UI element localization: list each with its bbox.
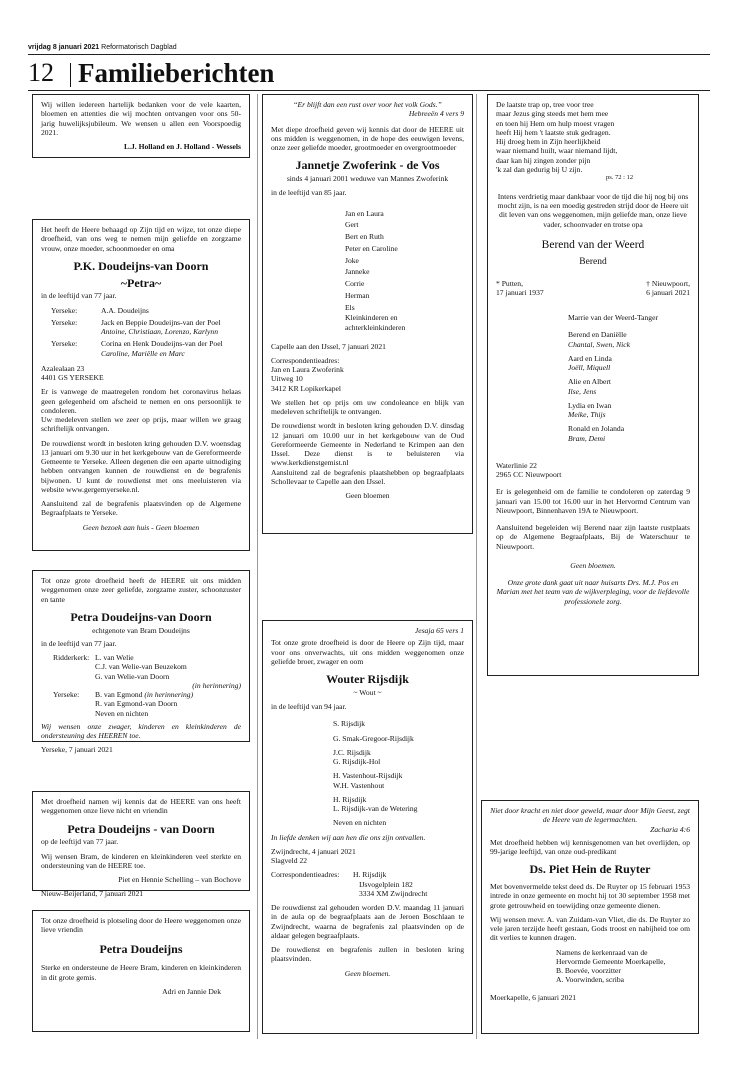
ad2-nickname: ~Petra~: [120, 275, 162, 290]
ad7-family: S. Rijsdijk G. Smak-Gregoor-Rijsdijk J.C. Rijsdijk G. Rijsdijk-Hol H. Vastenhout-Rijsdijk W.H. Vastenhout H. Rijsdijk L. Rijsdijk-van de Wetering Neven en nichten: [333, 719, 418, 828]
header-dateline: [28, 44, 177, 53]
ad3-place: Yerseke, 7 januari 2021: [41, 745, 113, 755]
ad3-closing: Wij wensen onze zwager, kinderen en kleinkinderen de ondersteuning des HEEREN toe.: [41, 721, 241, 741]
ad3-yerseke: Yerseke: B. van Egmond (in herinnering) R. van Egmond-van Doorn Neven en nichten: [53, 690, 194, 718]
ad7-nickname: ~ Wout ~: [353, 687, 382, 697]
ad8-family: Marrie van der Weerd-Tanger Berend en Daniëlle Chantal, Swen, Nick Aard en Linda Joëll, Miquell Alie en Albert Ilse, Jens Lydia en Iwan Meike, Thijs Ronald en Jolanda Bram, Demi: [568, 313, 659, 443]
ad2-footer: Geen bezoek aan huis - Geen bloemen: [82, 522, 200, 532]
page-number: 12: [28, 58, 54, 87]
ad7-memory: In liefde denken wij aan hen die ons zijn ontvallen.: [271, 832, 426, 842]
ad6-para3: Aansluitend zal de begrafenis plaatshebben op begraafplaats Schollevaar te Capelle aan den IJssel.: [271, 467, 464, 486]
ad9-para1: Met bovenvermelde tekst deed ds. De Ruyter op 15 februari 1953 intrede in onze gemeente en mocht hij tot 30 september 1958 met grote getrouwheid en toewijding onze gemeente dienen.: [490, 882, 690, 910]
ad8-nickname: Berend: [579, 257, 607, 268]
header-bottom-rule: [28, 90, 710, 91]
ad9-para2: Wij wensen mevr. A. van Zuidam-van Vliet, die ds. De Ruyter zo vele jaren terzijde heeft gestaan, Gods troost en nabijheid toe om dit verlies te kunnen dragen.: [490, 914, 690, 943]
ad8-para2: Aansluitend begeleiden wij Berend naar zijn laatste rustplaats op de Algemene Begraafplaats, Bij de Waterschuur te Nieuwpoort.: [496, 523, 690, 551]
ad8-poem: De laatste trap op, tree voor tree maar Jezus ging steeds met hem mee en toen hij Hem om hulp moest vragen heeft Hij hem 't laatste stuk gedragen. Hij droeg hem in Zijn heerlijkheid waar niemand huilt, waar niemand lijdt, daar kan hij zingen zonder pijn 'k zal dan gedurig bij U zijn. ps. 72 : 12: [496, 100, 634, 181]
ad9-signature: Namens de kerkenraad van de Hervormde Gemeente Moerkapelle, B. Boevée, voorzitter A. Voorwinden, scriba: [556, 947, 666, 985]
column-separator-2: [476, 94, 477, 1039]
ad2-intro: Het heeft de Heere behaagd op Zijn tijd en wijze, tot onze diepe droefheid, van ons weg te nemen mijn geliefde en zorgzame vrouw, onze moeder, schoonmoeder en oma: [41, 225, 241, 253]
ad7-age: in de leeftijd van 94 jaar.: [271, 702, 347, 712]
ad7-corr: Correspondentieadres: H. Rijsdijk IJsvogelplein 182 3334 XM Zwijndrecht: [271, 870, 428, 898]
header-rule: [28, 54, 710, 55]
ad4-place: Nieuw-Beijerland, 7 januari 2021: [41, 889, 144, 899]
ad2-address: Azalealaan 23 4401 GS YERSEKE: [41, 363, 104, 383]
ad4-name: Petra Doudeijns - van Doorn: [67, 821, 215, 836]
notice-rijsdijk: [262, 620, 473, 1034]
ad2-family-row: Yerseke: Corina en Henk Doudeijns-van der Poel Caroline, Mariëlle en Marc: [51, 339, 223, 358]
thanks-signature: L.J. Holland en J. Holland - Wessels: [124, 142, 241, 151]
ad2-para4: Aansluitend zal de begrafenis plaatsvinden op de Algemene Begraafplaats te Yerseke.: [41, 499, 241, 518]
notice-doudeijns-welie: [32, 570, 250, 755]
notice-van-der-weerd: [487, 94, 699, 676]
ad3-ridderkerk: Ridderkerk: L. van Welie C.J. van Welie-van Beuzekom G. van Welie-van Doorn (in herinnering): [53, 653, 241, 690]
ad6-corr-label: Correspondentieadres:: [271, 355, 340, 365]
header-paper: Reformatorisch Dagblad: [101, 44, 177, 51]
ad7-place: Zwijndrecht, 4 januari 2021 Slagveld 22: [271, 846, 356, 866]
ad4-signature: Piet en Hennie Schelling – van Bochove: [118, 875, 241, 885]
header-divider: [70, 63, 71, 87]
ad9-place: Moerkapelle, 6 januari 2021: [490, 992, 577, 1002]
notice-zwoferink: [262, 94, 473, 534]
ad4-age: op de leeftijd van 77 jaar.: [41, 837, 119, 847]
ad6-since: sinds 4 januari 2001 weduwe van Mannes Zwoferink: [286, 174, 449, 184]
ad6-reference: Hebreeën 4 vers 9: [408, 109, 464, 119]
ad2-family-row: Yerseke: Jack en Beppie Doudeijns-van der Poel Antoine, Christiaan, Lorenzo, Karlynn: [51, 317, 221, 337]
ad9-reference: Zacharia 4:6: [650, 824, 690, 834]
ad8-thanks: Onze grote dank gaat uit naar huisarts Drs. M.J. Pos en Marian met het team van de wijkverpleging, voor de liefdevolle professionele zorg.: [496, 578, 690, 606]
ad2-age: in de leeftijd van 77 jaar.: [41, 291, 117, 301]
notice-doudeijns-family: [32, 219, 250, 551]
ad6-para1: We stellen het op prijs om uw condoleance en blijk van medeleven schriftelijk te ontvangen.: [271, 397, 464, 417]
notice-doudeijns-schelling: [32, 791, 250, 899]
ad3-intro: Tot onze grote droefheid heeft de HEERE uit ons midden weggenomen onze zeer geliefde, zorgzame zuster, schoonzuster en tante: [41, 576, 241, 604]
ad6-footer: Geen bloemen: [345, 491, 390, 501]
ad7-name: Wouter Rijsdijk: [326, 672, 409, 686]
ad3-age: in de leeftijd van 77 jaar.: [41, 638, 117, 648]
thanks-text: Wij willen iedereen hartelijk bedanken voor de vele kaarten, bloemen en attenties die wij mochten ontvangen voor ons 50-jarig huwelijksjubileum. We wensen u allen een Voorspoedig 2021.: [41, 100, 241, 137]
ad7-footer: Geen bloemen.: [344, 968, 391, 978]
ad7-reference: Jesaja 65 vers 1: [414, 626, 464, 635]
ad3-spouse: echtgenote van Bram Doudeijns: [92, 625, 190, 635]
notice-thanks-holland: [32, 94, 250, 158]
ad8-address: Waterlinie 22 2965 CC Nieuwpoort: [496, 460, 562, 480]
ad2-name: P.K. Doudeijns-van Doorn: [73, 258, 209, 273]
section-title: Familieberichten: [78, 58, 275, 88]
ad7-intro: Tot onze grote droefheid is door de Heere op Zijn tijd, maar voor ons onverwachts, uit ons midden weggenomen onze geliefde broer, zwager en oom: [271, 638, 464, 666]
ad9-quote: Niet door kracht en niet door geweld, maar door Mijn Geest, zegt de Heere van de legermachten.: [490, 806, 690, 825]
ad3-name: Petra Doudeijns-van Doorn: [70, 609, 212, 624]
ad8-dates: * Putten, 17 januari 1937 † Nieuwpoort, 6 januari 2021: [496, 278, 690, 297]
column-separator-1: [257, 94, 258, 1039]
ad6-name: Jannetje Zwoferink - de Vos: [295, 158, 440, 173]
ad6-address: Jan en Laura Zwoferink Uitweg 10 3412 KR Lopikerkapel: [271, 365, 344, 393]
ad2-family-row: Yerseke: A.A. Doudeijns: [51, 305, 149, 315]
ad2-para2: Uw medeleven stellen we zeer op prijs, maar willen we graag schriftelijk ontvangen.: [41, 415, 241, 434]
ad6-place: Capelle aan den IJssel, 7 januari 2021: [271, 341, 386, 351]
notice-de-ruyter: [481, 800, 699, 1034]
notice-doudeijns-dek: [32, 910, 250, 1032]
ad5-intro: Tot onze droefheid is plotseling door de Heere weggenomen onze lieve vriendin: [41, 916, 241, 935]
ad5-signature: Adri en Jannie Dek: [162, 986, 221, 996]
ad9-intro: Met droefheid hebben wij kennisgenomen van het overlijden, op 99-jarige leeftijd, van onze oud-predikant: [490, 837, 690, 856]
ad5-name: Petra Doudeijns: [99, 941, 183, 956]
ad6-family: Jan en Laura Gert Bert en Ruth Peter en Caroline Joke Janneke Corrie Herman Els Kleinkinderen en achterkleinkinderen: [345, 208, 406, 332]
ad6-quote: “Er blijft dan een rust over voor het volk Gods.”: [293, 100, 442, 109]
ad8-name: Berend van der Weerd: [541, 238, 645, 251]
header-date: vrijdag 8 januari 2021: [28, 44, 100, 51]
ad2-para3: De rouwdienst wordt in besloten kring gehouden D.V. woensdag 13 januari om 9.30 uur in het kerkgebouw van de Gereformeerde Gemeente te Yerseke. Alleen degenen die een aparte uitnodiging hebben ontvangen kunnen de rouwdienst en de begrafenis bijwonen. U kunt de rouwdienst met ons meeluisteren via website www.gergemyerseke.nl.: [41, 438, 241, 494]
ad8-para1: Er is gelegenheid om de familie te condoleren op zaterdag 9 januari van 15.00 tot 16.00 uur in het Hervormd Centrum van Nieuwpoort, Binnenhaven 19A te Nieuwpoort.: [496, 487, 690, 515]
ad8-footer: Geen bloemen.: [570, 560, 616, 570]
ad2-para1: Er is vanwege de maatregelen rondom het coronavirus helaas geen gelegenheid om afscheid te nemen en ons persoonlijk te condoleren.: [41, 387, 241, 415]
ad6-para2: De rouwdienst wordt in besloten kring gehouden D.V. dinsdag 12 januari om 10.00 uur in het kerkgebouw van de Oud Gereformeerde Gemeente in Nederland te Krimpen aan den IJssel. Deze dienst is te beluisteren via www.kerkdienstgemist.nl: [271, 421, 464, 468]
ad6-age: in de leeftijd van 85 jaar.: [271, 188, 347, 198]
ad7-para1: De rouwdienst zal gehouden worden D.V. maandag 11 januari in de aula op de begraafplaats aan de Jeroen Boschlaan te Zwijndrecht, waarna de begrafenis zal plaatsvinden op de aldaar gelegen begraafplaats.: [271, 903, 464, 940]
ad4-wish: Wij wensen Bram, de kinderen en kleinkinderen veel sterkte en ondersteuning van de HEERE toe.: [41, 851, 241, 870]
ad4-intro: Met droefheid namen wij kennis dat de HEERE van ons heeft weggenomen onze lieve nicht en vriendin: [41, 797, 241, 816]
ad5-wish: Sterke en ondersteune de Heere Bram, kinderen en kleinkinderen in dit grote gemis.: [41, 963, 241, 982]
ad7-para2: De rouwdienst en begrafenis zullen in besloten kring plaatsvinden.: [271, 945, 464, 964]
ad9-name: Ds. Piet Hein de Ruyter: [529, 862, 651, 877]
ad6-intro: Met diepe droefheid geven wij kennis dat door de HEERE uit ons midden is weggenomen, in de hope des eeuwigen levens, onze zeer geliefde moeder, grootmoeder en overgrootmoeder: [271, 124, 464, 152]
ad8-intro: Intens verdrietig maar dankbaar voor de tijd die hij nog bij ons mocht zijn, is na een moedig gestreden strijd door de Heere uit dit leven van ons weggenomen, mijn geliefde man, onze lieve vader, schoonvader en trotse opa: [497, 191, 689, 229]
